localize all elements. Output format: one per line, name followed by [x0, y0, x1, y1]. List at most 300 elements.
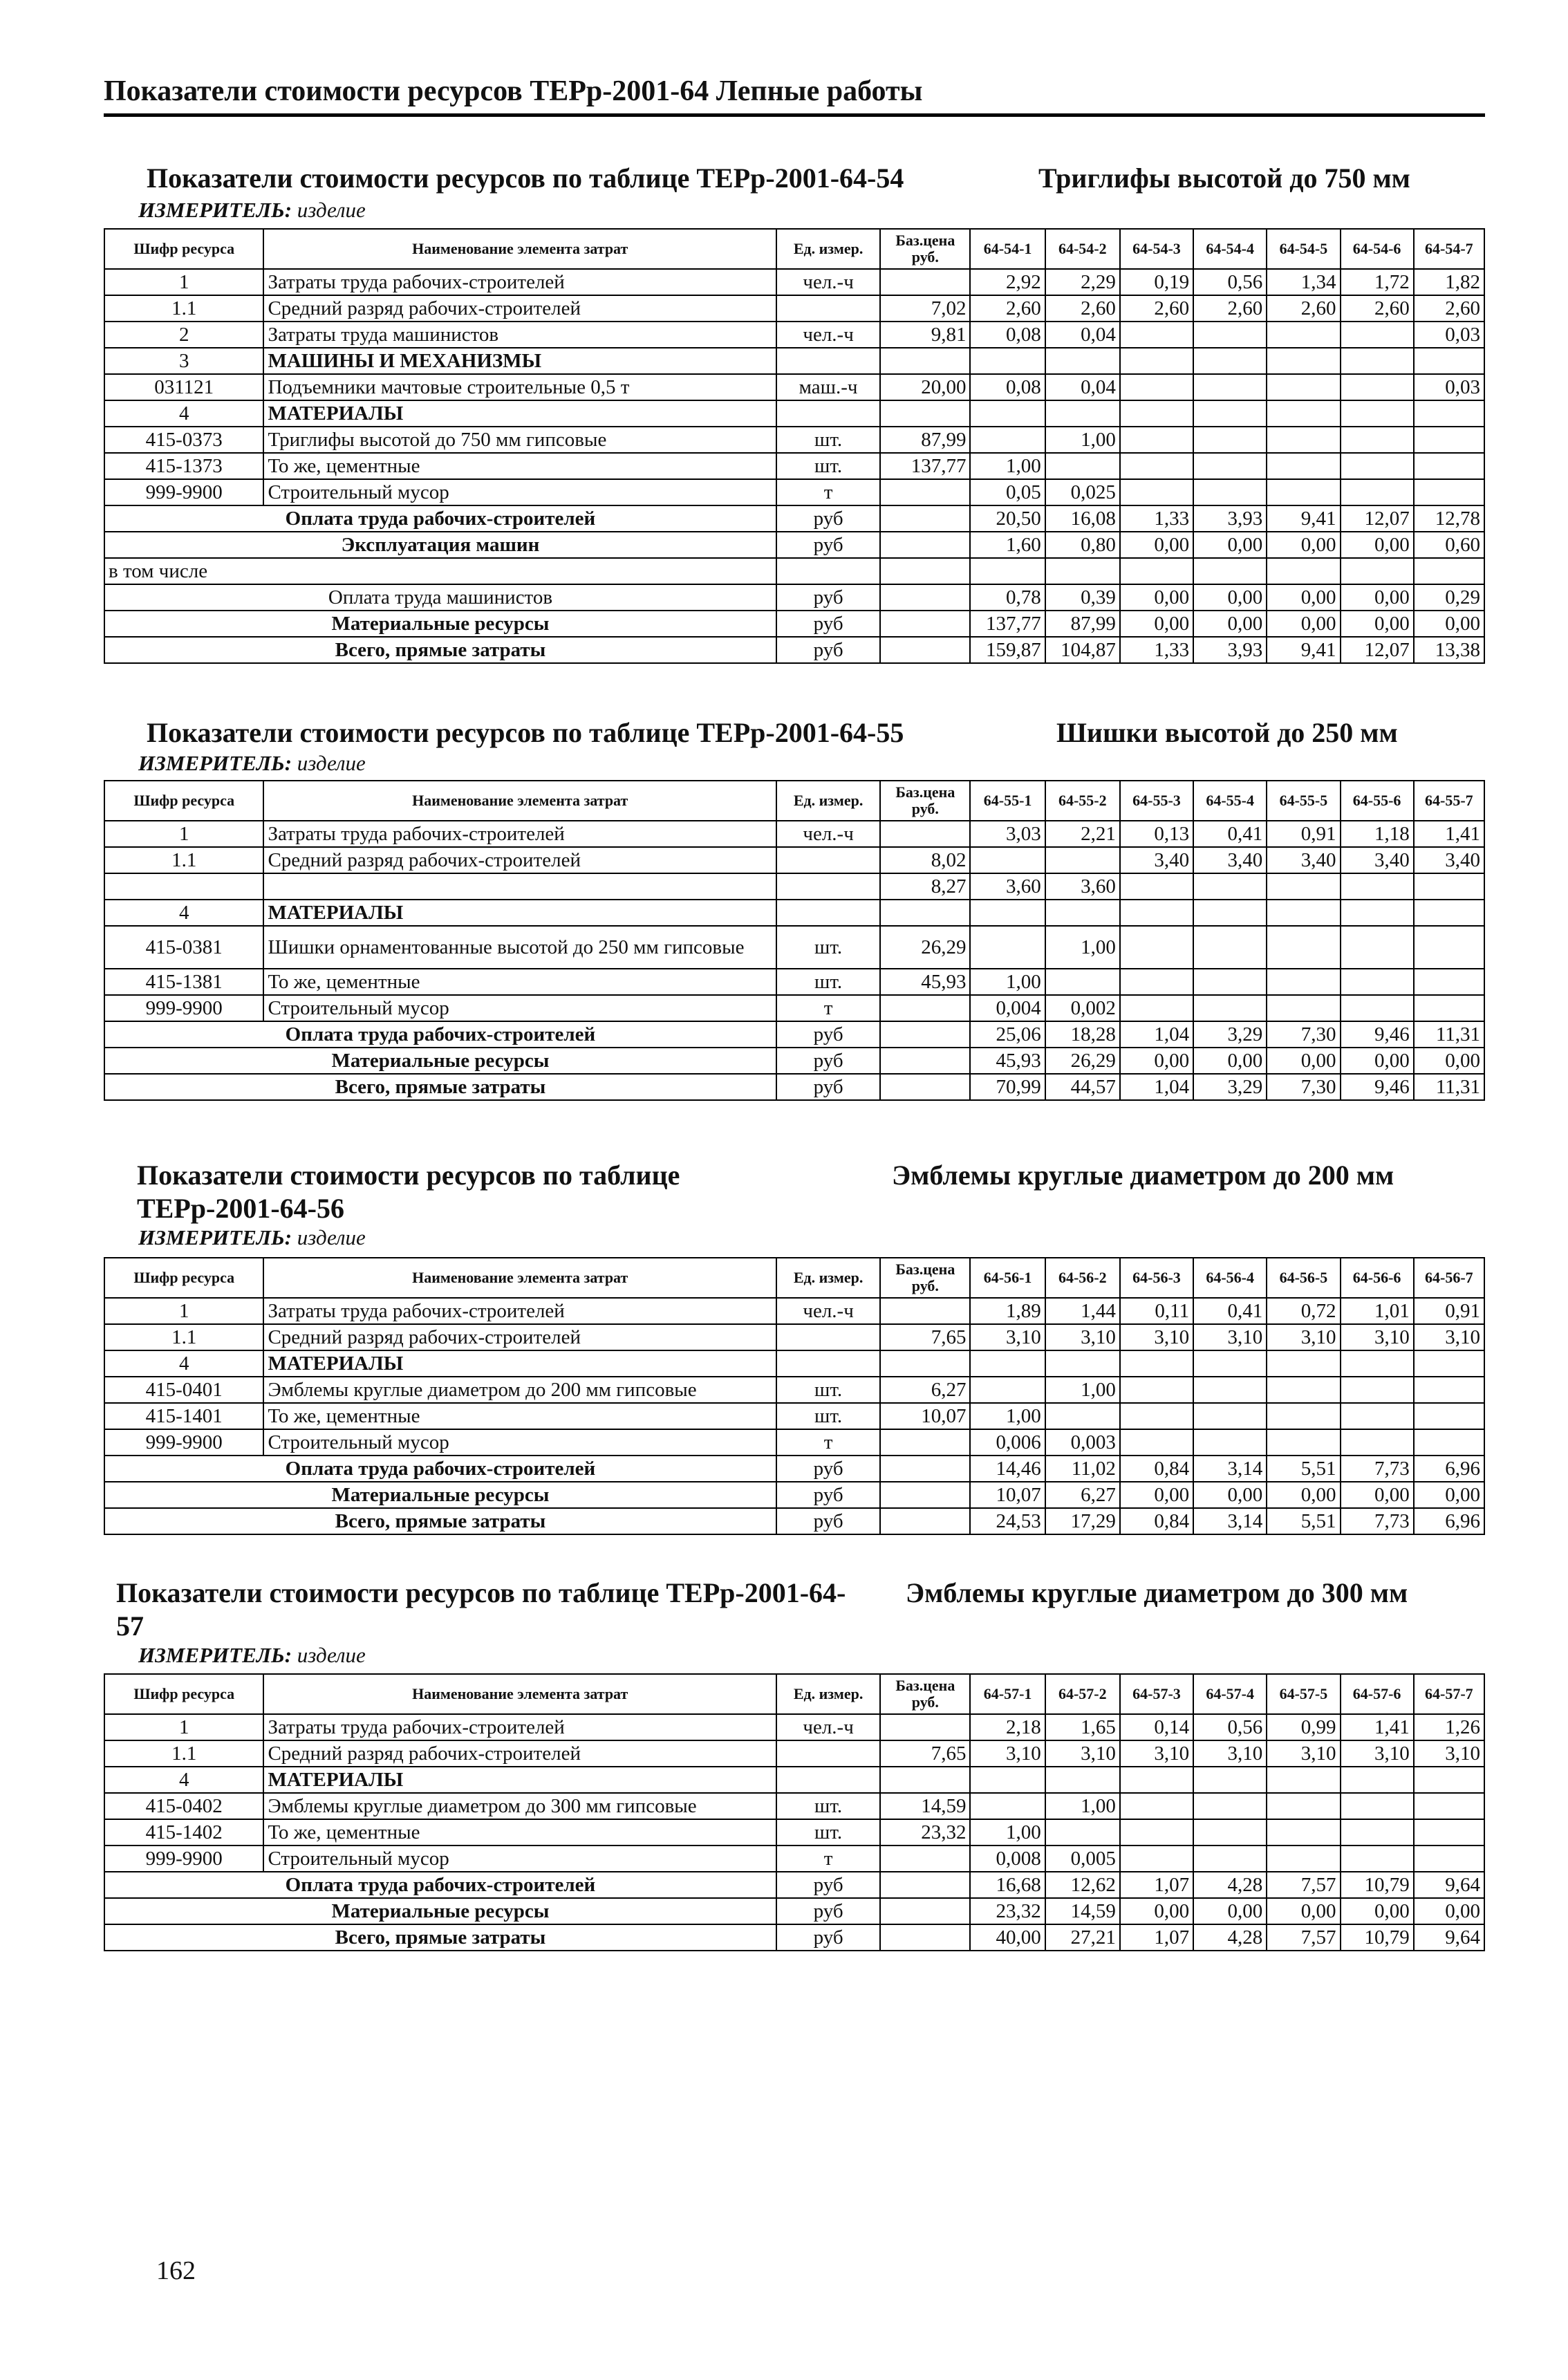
value-cell	[1341, 900, 1414, 926]
value-cell: 0,006	[970, 1429, 1045, 1456]
value-cell: 18,28	[1045, 1021, 1120, 1048]
resource-code: 4	[104, 900, 263, 926]
base-price: 20,00	[880, 374, 970, 400]
header-row	[104, 781, 1484, 821]
value-cell: 3,03	[970, 821, 1045, 847]
value-cell	[1193, 969, 1267, 995]
column-header: Баз.цена руб.	[880, 229, 970, 269]
element-name: Строительный мусор	[263, 479, 776, 505]
value-cell	[970, 1350, 1045, 1377]
value-cell	[1414, 479, 1484, 505]
value-cell: 0,84	[1120, 1456, 1193, 1482]
value-cell: 3,60	[1045, 873, 1120, 900]
value-cell	[1414, 1350, 1484, 1377]
table-row	[104, 1714, 1484, 1740]
value-cell	[1120, 322, 1193, 348]
base-price	[880, 1350, 970, 1377]
value-cell: 4,28	[1193, 1872, 1267, 1898]
table-row	[104, 821, 1484, 847]
table-row	[104, 611, 1484, 637]
table-row	[104, 1429, 1484, 1456]
value-cell	[1045, 969, 1120, 995]
base-price	[880, 1429, 970, 1456]
value-cell: 3,10	[1193, 1324, 1267, 1350]
value-cell	[1120, 969, 1193, 995]
value-cell: 1,18	[1341, 821, 1414, 847]
resource-code: 1	[104, 821, 263, 847]
unit: шт.	[776, 1377, 880, 1403]
value-cell	[1341, 427, 1414, 453]
table-row	[104, 969, 1484, 995]
column-header: Баз.цена руб.	[880, 1674, 970, 1714]
resource-code: 999-9900	[104, 995, 263, 1021]
value-cell: 3,10	[1193, 1740, 1267, 1767]
value-cell: 3,29	[1193, 1021, 1267, 1048]
value-cell: 9,46	[1341, 1074, 1414, 1100]
value-cell	[1341, 1429, 1414, 1456]
measure-label: ИЗМЕРИТЕЛЬ:	[138, 1643, 292, 1667]
unit: шт.	[776, 453, 880, 479]
value-cell	[1193, 322, 1267, 348]
column-header: Наименование элемента затрат	[263, 229, 776, 269]
value-cell: 1,00	[970, 1819, 1045, 1846]
value-cell: 0,72	[1267, 1298, 1340, 1324]
measure-value: изделие	[297, 1643, 366, 1667]
value-cell	[1045, 348, 1120, 374]
value-cell: 137,77	[970, 611, 1045, 637]
value-cell	[1120, 558, 1193, 584]
table-row	[104, 374, 1484, 400]
base-price: 10,07	[880, 1403, 970, 1429]
table-row	[104, 1819, 1484, 1846]
unit: чел.-ч	[776, 322, 880, 348]
value-cell: 9,64	[1414, 1872, 1484, 1898]
unit: чел.-ч	[776, 1714, 880, 1740]
base-price	[880, 1021, 970, 1048]
measure-line	[138, 198, 366, 223]
value-cell	[1120, 873, 1193, 900]
column-header: 64-54-5	[1267, 229, 1340, 269]
value-cell	[1341, 873, 1414, 900]
value-cell: 6,96	[1414, 1456, 1484, 1482]
base-price	[880, 1482, 970, 1508]
page-number: 162	[156, 2256, 196, 2285]
summary-label: Оплата труда рабочих-строителей	[104, 1872, 776, 1898]
value-cell: 0,00	[1120, 611, 1193, 637]
base-price	[880, 1898, 970, 1924]
value-cell: 3,10	[1341, 1324, 1414, 1350]
value-cell: 6,96	[1414, 1508, 1484, 1534]
measure-line	[138, 1225, 366, 1250]
element-name: Затраты труда рабочих-строителей	[263, 1714, 776, 1740]
value-cell	[1267, 1403, 1340, 1429]
value-cell	[1193, 374, 1267, 400]
value-cell: 6,27	[1045, 1482, 1120, 1508]
value-cell: 2,60	[1193, 295, 1267, 322]
table-row	[104, 269, 1484, 295]
value-cell: 0,99	[1267, 1714, 1340, 1740]
element-name: Эмблемы круглые диаметром до 300 мм гипсовые	[263, 1793, 776, 1819]
resource-table-64-57	[104, 1673, 1485, 1951]
value-cell	[1267, 479, 1340, 505]
value-cell: 0,00	[1267, 1482, 1340, 1508]
value-cell	[1414, 453, 1484, 479]
unit: шт.	[776, 926, 880, 969]
value-cell	[1341, 969, 1414, 995]
unit: руб	[776, 1021, 880, 1048]
table-row	[104, 1846, 1484, 1872]
value-cell: 4,28	[1193, 1924, 1267, 1951]
value-cell: 1,34	[1267, 269, 1340, 295]
base-price	[880, 400, 970, 427]
value-cell: 9,46	[1341, 1021, 1414, 1048]
value-cell	[1120, 400, 1193, 427]
value-cell	[970, 1793, 1045, 1819]
value-cell	[1120, 453, 1193, 479]
element-name: Средний разряд рабочих-строителей	[263, 295, 776, 322]
value-cell: 2,29	[1045, 269, 1120, 295]
value-cell: 3,60	[970, 873, 1045, 900]
value-cell: 0,00	[1120, 532, 1193, 558]
value-cell	[1341, 1846, 1414, 1872]
value-cell: 2,60	[1414, 295, 1484, 322]
base-price	[880, 479, 970, 505]
value-cell: 3,10	[1267, 1324, 1340, 1350]
value-cell: 7,30	[1267, 1074, 1340, 1100]
table-row	[104, 1021, 1484, 1048]
value-cell: 2,60	[1045, 295, 1120, 322]
element-name: МАШИНЫ И МЕХАНИЗМЫ	[263, 348, 776, 374]
column-header: 64-54-6	[1341, 229, 1414, 269]
value-cell	[1414, 1429, 1484, 1456]
value-cell	[1414, 400, 1484, 427]
table-row	[104, 1872, 1484, 1898]
base-price	[880, 900, 970, 926]
value-cell	[1341, 1793, 1414, 1819]
table-row	[104, 1048, 1484, 1074]
value-cell: 12,62	[1045, 1872, 1120, 1898]
table-row	[104, 584, 1484, 611]
value-cell: 2,60	[1341, 295, 1414, 322]
table-row	[104, 453, 1484, 479]
value-cell: 3,10	[1414, 1740, 1484, 1767]
value-cell: 0,00	[1341, 611, 1414, 637]
value-cell: 3,10	[1120, 1324, 1193, 1350]
value-cell: 12,78	[1414, 505, 1484, 532]
value-cell: 24,53	[970, 1508, 1045, 1534]
value-cell: 0,00	[1341, 1482, 1414, 1508]
value-cell	[1120, 348, 1193, 374]
value-cell	[1267, 995, 1340, 1021]
resource-code: 4	[104, 1350, 263, 1377]
resource-code: 415-1373	[104, 453, 263, 479]
unit	[776, 847, 880, 873]
value-cell: 2,60	[1120, 295, 1193, 322]
unit	[776, 295, 880, 322]
value-cell	[970, 847, 1045, 873]
value-cell: 17,29	[1045, 1508, 1120, 1534]
column-header: 64-57-7	[1414, 1674, 1484, 1714]
resource-code: 1.1	[104, 1324, 263, 1350]
header-row	[104, 1258, 1484, 1298]
value-cell: 0,41	[1193, 1298, 1267, 1324]
resource-code: 1.1	[104, 295, 263, 322]
value-cell	[1341, 1350, 1414, 1377]
value-cell: 0,56	[1193, 1714, 1267, 1740]
value-cell	[1414, 1793, 1484, 1819]
value-cell	[1267, 1429, 1340, 1456]
value-cell	[1414, 1377, 1484, 1403]
value-cell: 0,60	[1414, 532, 1484, 558]
summary-label: Всего, прямые затраты	[104, 1508, 776, 1534]
base-price	[880, 505, 970, 532]
value-cell: 40,00	[970, 1924, 1045, 1951]
value-cell: 10,07	[970, 1482, 1045, 1508]
value-cell	[1120, 1350, 1193, 1377]
resource-code: 415-1401	[104, 1403, 263, 1429]
value-cell: 7,57	[1267, 1924, 1340, 1951]
column-header: 64-54-7	[1414, 229, 1484, 269]
column-header: 64-56-2	[1045, 1258, 1120, 1298]
value-cell: 1,07	[1120, 1924, 1193, 1951]
value-cell: 0,39	[1045, 584, 1120, 611]
element-name: Средний разряд рабочих-строителей	[263, 847, 776, 873]
element-name: Средний разряд рабочих-строителей	[263, 1324, 776, 1350]
value-cell: 9,41	[1267, 505, 1340, 532]
base-price	[880, 348, 970, 374]
value-cell: 2,21	[1045, 821, 1120, 847]
resource-code: 1	[104, 269, 263, 295]
table-row	[104, 1740, 1484, 1767]
unit: чел.-ч	[776, 269, 880, 295]
base-price: 7,65	[880, 1740, 970, 1767]
base-price	[880, 584, 970, 611]
resource-code: 031121	[104, 374, 263, 400]
value-cell: 0,00	[1267, 611, 1340, 637]
unit: т	[776, 1846, 880, 1872]
resource-code: 3	[104, 348, 263, 374]
table-row	[104, 479, 1484, 505]
base-price: 14,59	[880, 1793, 970, 1819]
element-name: Строительный мусор	[263, 995, 776, 1021]
unit: т	[776, 479, 880, 505]
value-cell	[1414, 926, 1484, 969]
element-name: То же, цементные	[263, 1819, 776, 1846]
base-price	[880, 637, 970, 663]
unit: руб	[776, 637, 880, 663]
value-cell: 1,41	[1414, 821, 1484, 847]
value-cell: 1,41	[1341, 1714, 1414, 1740]
base-price: 7,65	[880, 1324, 970, 1350]
value-cell	[1414, 969, 1484, 995]
value-cell	[1341, 322, 1414, 348]
value-cell	[1120, 1846, 1193, 1872]
base-price: 87,99	[880, 427, 970, 453]
value-cell: 27,21	[1045, 1924, 1120, 1951]
value-cell	[1267, 1767, 1340, 1793]
resource-code: 2	[104, 322, 263, 348]
resource-code: 415-1402	[104, 1819, 263, 1846]
header-rule	[104, 113, 1485, 117]
value-cell: 11,31	[1414, 1021, 1484, 1048]
resource-code: 4	[104, 1767, 263, 1793]
value-cell: 3,93	[1193, 505, 1267, 532]
section-title: Показатели стоимости ресурсов по таблице ТЕРр-2001-64-54	[147, 162, 904, 194]
column-header: Наименование элемента затрат	[263, 781, 776, 821]
element-name: Затраты труда рабочих-строителей	[263, 269, 776, 295]
value-cell: 0,00	[1193, 532, 1267, 558]
base-price	[880, 1048, 970, 1074]
column-header: Баз.цена руб.	[880, 1258, 970, 1298]
value-cell	[1341, 453, 1414, 479]
value-cell: 0,002	[1045, 995, 1120, 1021]
value-cell: 0,08	[970, 374, 1045, 400]
value-cell	[1193, 400, 1267, 427]
table-row	[104, 1324, 1484, 1350]
column-header: 64-57-4	[1193, 1674, 1267, 1714]
value-cell	[1120, 1429, 1193, 1456]
value-cell: 0,00	[1120, 1048, 1193, 1074]
header-row	[104, 1674, 1484, 1714]
value-cell: 7,73	[1341, 1456, 1414, 1482]
unit: шт.	[776, 969, 880, 995]
base-price	[880, 611, 970, 637]
value-cell: 104,87	[1045, 637, 1120, 663]
section-title: Показатели стоимости ресурсов по таблице ТЕРр-2001-64-57	[116, 1577, 846, 1642]
value-cell	[1414, 1846, 1484, 1872]
value-cell: 3,10	[1045, 1740, 1120, 1767]
value-cell: 0,00	[1267, 1898, 1340, 1924]
column-header: 64-55-4	[1193, 781, 1267, 821]
base-price: 23,32	[880, 1819, 970, 1846]
value-cell: 1,72	[1341, 269, 1414, 295]
table-row	[104, 1403, 1484, 1429]
column-header: 64-55-2	[1045, 781, 1120, 821]
unit: руб	[776, 1872, 880, 1898]
value-cell	[1193, 558, 1267, 584]
resource-code: 415-0373	[104, 427, 263, 453]
column-header: 64-55-7	[1414, 781, 1484, 821]
table-row	[104, 637, 1484, 663]
value-cell	[1267, 322, 1340, 348]
section-subtitle: Шишки высотой до 250 мм	[1056, 717, 1398, 748]
value-cell	[1267, 374, 1340, 400]
column-header: Ед. измер.	[776, 781, 880, 821]
resource-code	[104, 873, 263, 900]
value-cell: 0,80	[1045, 532, 1120, 558]
value-cell: 1,33	[1120, 505, 1193, 532]
unit: руб	[776, 1508, 880, 1534]
value-cell	[970, 1377, 1045, 1403]
element-name: Шишки орнаментованные высотой до 250 мм гипсовые	[263, 926, 776, 969]
value-cell	[1045, 1350, 1120, 1377]
value-cell: 3,10	[970, 1324, 1045, 1350]
section-subtitle: Триглифы высотой до 750 мм	[1038, 162, 1410, 194]
value-cell: 5,51	[1267, 1456, 1340, 1482]
value-cell: 1,65	[1045, 1714, 1120, 1740]
column-header: 64-55-1	[970, 781, 1045, 821]
value-cell: 9,64	[1414, 1924, 1484, 1951]
value-cell	[1045, 847, 1120, 873]
value-cell	[1045, 1819, 1120, 1846]
value-cell	[1341, 926, 1414, 969]
resource-code: 1.1	[104, 1740, 263, 1767]
value-cell: 16,08	[1045, 505, 1120, 532]
value-cell: 1,00	[1045, 1793, 1120, 1819]
table-row	[104, 348, 1484, 374]
value-cell	[1045, 1403, 1120, 1429]
value-cell: 0,00	[1267, 584, 1340, 611]
value-cell: 0,78	[970, 584, 1045, 611]
column-header: 64-56-6	[1341, 1258, 1414, 1298]
value-cell: 0,19	[1120, 269, 1193, 295]
column-header: 64-56-3	[1120, 1258, 1193, 1298]
value-cell: 7,73	[1341, 1508, 1414, 1534]
value-cell	[1193, 479, 1267, 505]
unit: руб	[776, 1924, 880, 1951]
value-cell	[1267, 1819, 1340, 1846]
table-row	[104, 900, 1484, 926]
value-cell: 10,79	[1341, 1872, 1414, 1898]
value-cell: 1,00	[970, 1403, 1045, 1429]
element-name: МАТЕРИАЛЫ	[263, 1767, 776, 1793]
value-cell: 1,00	[970, 453, 1045, 479]
value-cell	[1414, 900, 1484, 926]
table-row	[104, 1924, 1484, 1951]
header-row	[104, 229, 1484, 269]
element-name: Средний разряд рабочих-строителей	[263, 1740, 776, 1767]
element-name: МАТЕРИАЛЫ	[263, 900, 776, 926]
value-cell	[1193, 926, 1267, 969]
value-cell: 13,38	[1414, 637, 1484, 663]
value-cell: 0,00	[1120, 584, 1193, 611]
base-price	[880, 1508, 970, 1534]
resource-code: 1	[104, 1714, 263, 1740]
unit: руб	[776, 1048, 880, 1074]
value-cell: 0,03	[1414, 322, 1484, 348]
summary-label: Всего, прямые затраты	[104, 637, 776, 663]
value-cell: 25,06	[970, 1021, 1045, 1048]
unit	[776, 873, 880, 900]
table-row	[104, 873, 1484, 900]
summary-label: Всего, прямые затраты	[104, 1074, 776, 1100]
column-header: 64-54-3	[1120, 229, 1193, 269]
value-cell: 0,025	[1045, 479, 1120, 505]
value-cell: 1,07	[1120, 1872, 1193, 1898]
value-cell: 11,31	[1414, 1074, 1484, 1100]
value-cell	[1414, 995, 1484, 1021]
column-header: 64-56-4	[1193, 1258, 1267, 1298]
summary-label: Оплата труда рабочих-строителей	[104, 505, 776, 532]
value-cell	[1193, 348, 1267, 374]
base-price: 137,77	[880, 453, 970, 479]
value-cell: 1,89	[970, 1298, 1045, 1324]
value-cell	[970, 400, 1045, 427]
table-row	[104, 1767, 1484, 1793]
value-cell: 0,00	[1193, 584, 1267, 611]
value-cell: 3,10	[1267, 1740, 1340, 1767]
value-cell	[1267, 873, 1340, 900]
value-cell: 0,004	[970, 995, 1045, 1021]
base-price: 9,81	[880, 322, 970, 348]
base-price	[880, 269, 970, 295]
table-row	[104, 295, 1484, 322]
resource-table-64-54	[104, 228, 1485, 664]
value-cell: 44,57	[1045, 1074, 1120, 1100]
unit: руб	[776, 505, 880, 532]
value-cell	[1120, 1403, 1193, 1429]
base-price: 6,27	[880, 1377, 970, 1403]
